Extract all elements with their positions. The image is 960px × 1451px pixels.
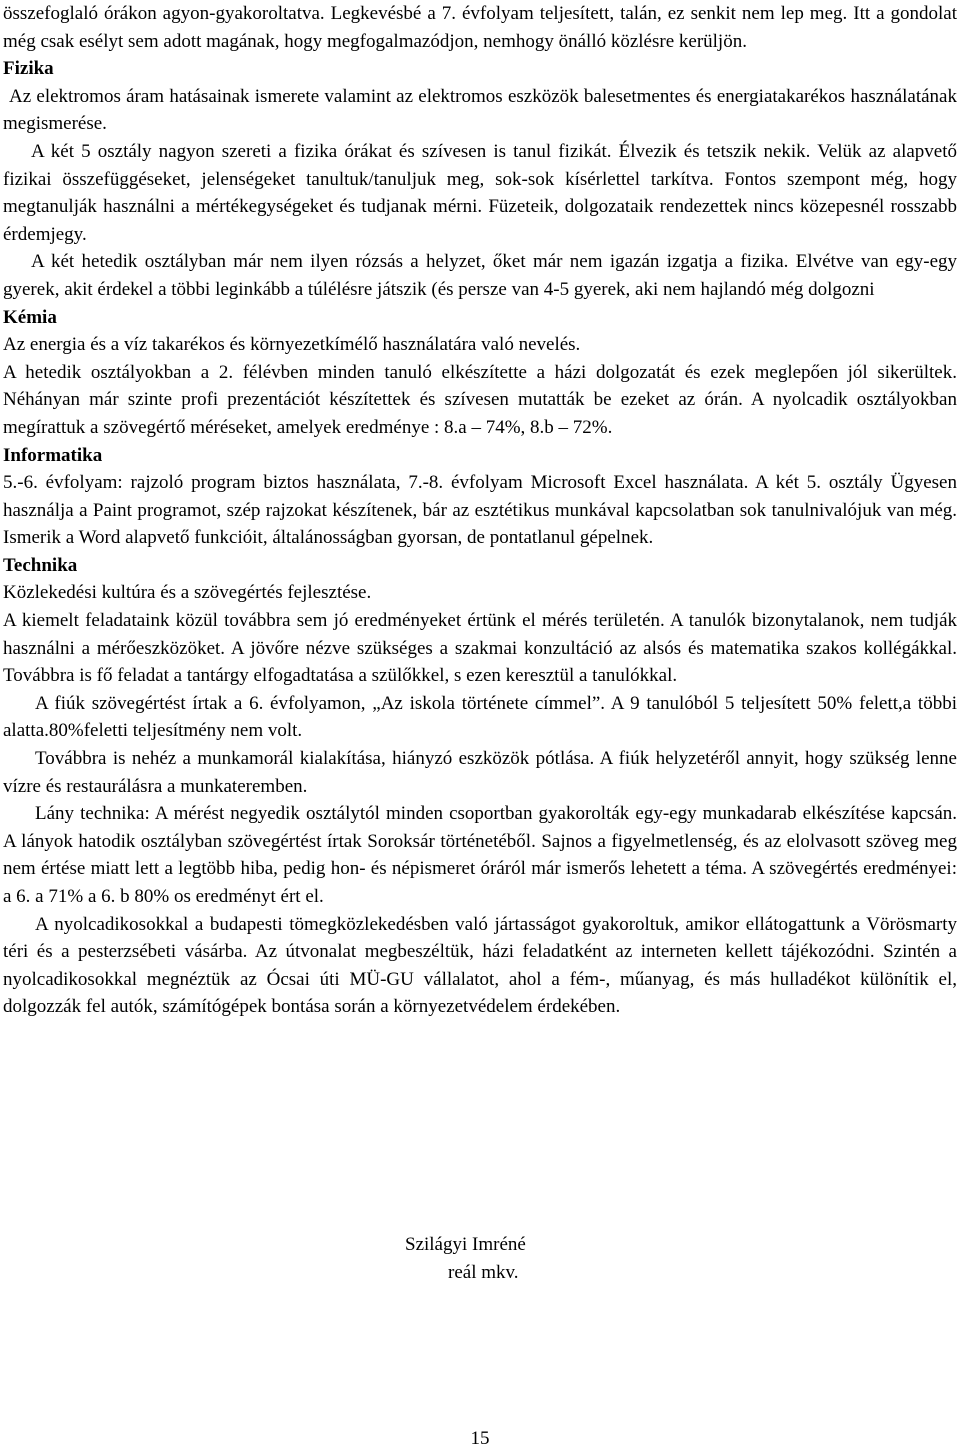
- page-number: 15: [470, 1428, 490, 1449]
- technika-paragraph-1: A kiemelt feladataink közül továbbra sem jó eredményeket értünk el mérés területén. A tanulók bizonytalanok, nem tudják használni a mérőeszközöket. A jövőre nézve szükséges a szakmai konzultáció az alsós és matematika szakos kollégákkal. Továbbra is fő feladat a tantárgy elfogadtatása a szülőkkel, s ezen keresztül a tanulókkal.: [3, 610, 957, 687]
- kemia-paragraph-1: A hetedik osztályokban a 2. félévben minden tanuló elkészítette a házi dolgozatát és ezek meglepően jól sikerültek. Néhányan már szinte profi prezentációt készítettek és szívesen mutatták be ezeket az órán. A nyolcadik osztályokban megírattuk a szövegértő méréseket, amelyek eredménye : 8.a – 74%, 8.b – 72%.: [3, 361, 957, 438]
- heading-technika: Technika: [3, 554, 78, 576]
- technika-paragraph-5: A nyolcadikosokkal a budapesti tömegközlekedésben való jártasságot gyakoroltuk, amikor ellátogattunk a Vörösmarty téri és a pesterzsébeti vásárba. Az útvonalat megbeszéltük, házi feladatként az interneten kellett tájékozódni. Szintén a nyolcadikosokkal megnéztük az Ócsai úti MÜ-GU vállalatot, ahol a fém-, műanyag, és más hulladékot különítik el, dolgozzák fel autók, számítógépek bontása során a környezetvédelem érdekében.: [3, 913, 957, 1018]
- fizika-goal: Az elektromos áram hatásainak ismerete valamint az elektromos eszközök balesetmentes és energiatakarékos használatának megismerése.: [3, 85, 957, 135]
- technika-paragraph-2: A fiúk szövegértést írtak a 6. évfolyamon, „Az iskola története címmel”. A 9 tanulóból 5 teljesített 50% felett,a többi alatta.80%feletti teljesítmény nem volt.: [3, 692, 957, 742]
- signature-name: Szilágyi Imréné: [405, 1234, 526, 1255]
- technika-paragraph-3: Továbbra is nehéz a munkamorál kialakítása, hiányzó eszközök pótlása. A fiúk helyzetéről annyit, hogy szükség lenne vízre és restaurálásra a munkateremben.: [3, 748, 957, 797]
- signature-title: reál mkv.: [448, 1262, 519, 1283]
- heading-fizika: Fizika: [3, 58, 54, 80]
- heading-kemia: Kémia: [3, 306, 57, 328]
- kemia-goal: Az energia és a víz takarékos és környezetkímélő használatára való nevelés.: [3, 334, 581, 356]
- fizika-paragraph-2: A két hetedik osztályban már nem ilyen rózsás a helyzet, őket már nem igazán izgatja a fizika. Elvétve van egy-egy gyerek, akit érdekel a többi leginkább a túlélésre játszik (és persze van 4-5 gyerek, aki nem hajlandó még dolgozni: [3, 251, 957, 300]
- fizika-paragraph-1: A két 5 osztály nagyon szereti a fizika órákat és szívesen is tanul fizikát. Élvezik és tetszik nekik. Velük az alapvető fizikai összefüggéseket, jelenségeket tanultuk/tanuljuk meg, sok-sok kísérlettel tarkítva. Fontos szempont még, hogy megtanulják használni a mértékegységeket és tudjanak mérni. Füzeteik, dolgozataik rendezettek nincs közepesnél rosszabb érdemjegy.: [3, 140, 957, 245]
- document-body: [3, 0, 957, 1021]
- technika-paragraph-4: Lány technika: A mérést negyedik osztálytól minden csoportban gyakorolták egy-egy munkadarab elkészítése kapcsán. A lányok hatodik osztályban szövegértést írtak Soroksár történetéből. Sajnos a figyelmetlenség, és az elolvasott szöveg meg nem értése miatt lett a legtöbb hiba, pedig hon- és népismeret óráról már ismerős lehetett a téma. A szövegértés eredményei: a 6. a 71% a 6. b 80% os eredményt ért el.: [3, 803, 957, 907]
- informatika-paragraph-1: 5.-6. évfolyam: rajzoló program biztos használata, 7.-8. évfolyam Microsoft Excel használata. A két 5. osztály Ügyesen használja a Paint programot, szép rajzokat készítenek, bár az esztétikus munkával kapcsolatban sok tanulnivalójuk van még. Ismerik a Word alapvető funkcióit, általánosságban gyorsan, de pontatlanul gépelnek.: [3, 472, 957, 549]
- technika-goal: Közlekedési kultúra és a szövegértés fejlesztése.: [3, 582, 372, 604]
- intro-paragraph: összefoglaló órákon agyon-gyakoroltatva. Legkevésbé a 7. évfolyam teljesített, talán, ez senkit nem lep meg. Itt a gondolat még csak esélyt sem adott magának, hogy megfogalmazódjon, nemhogy önálló közlésre kerüljön.: [3, 3, 957, 52]
- heading-informatika: Informatika: [3, 444, 103, 466]
